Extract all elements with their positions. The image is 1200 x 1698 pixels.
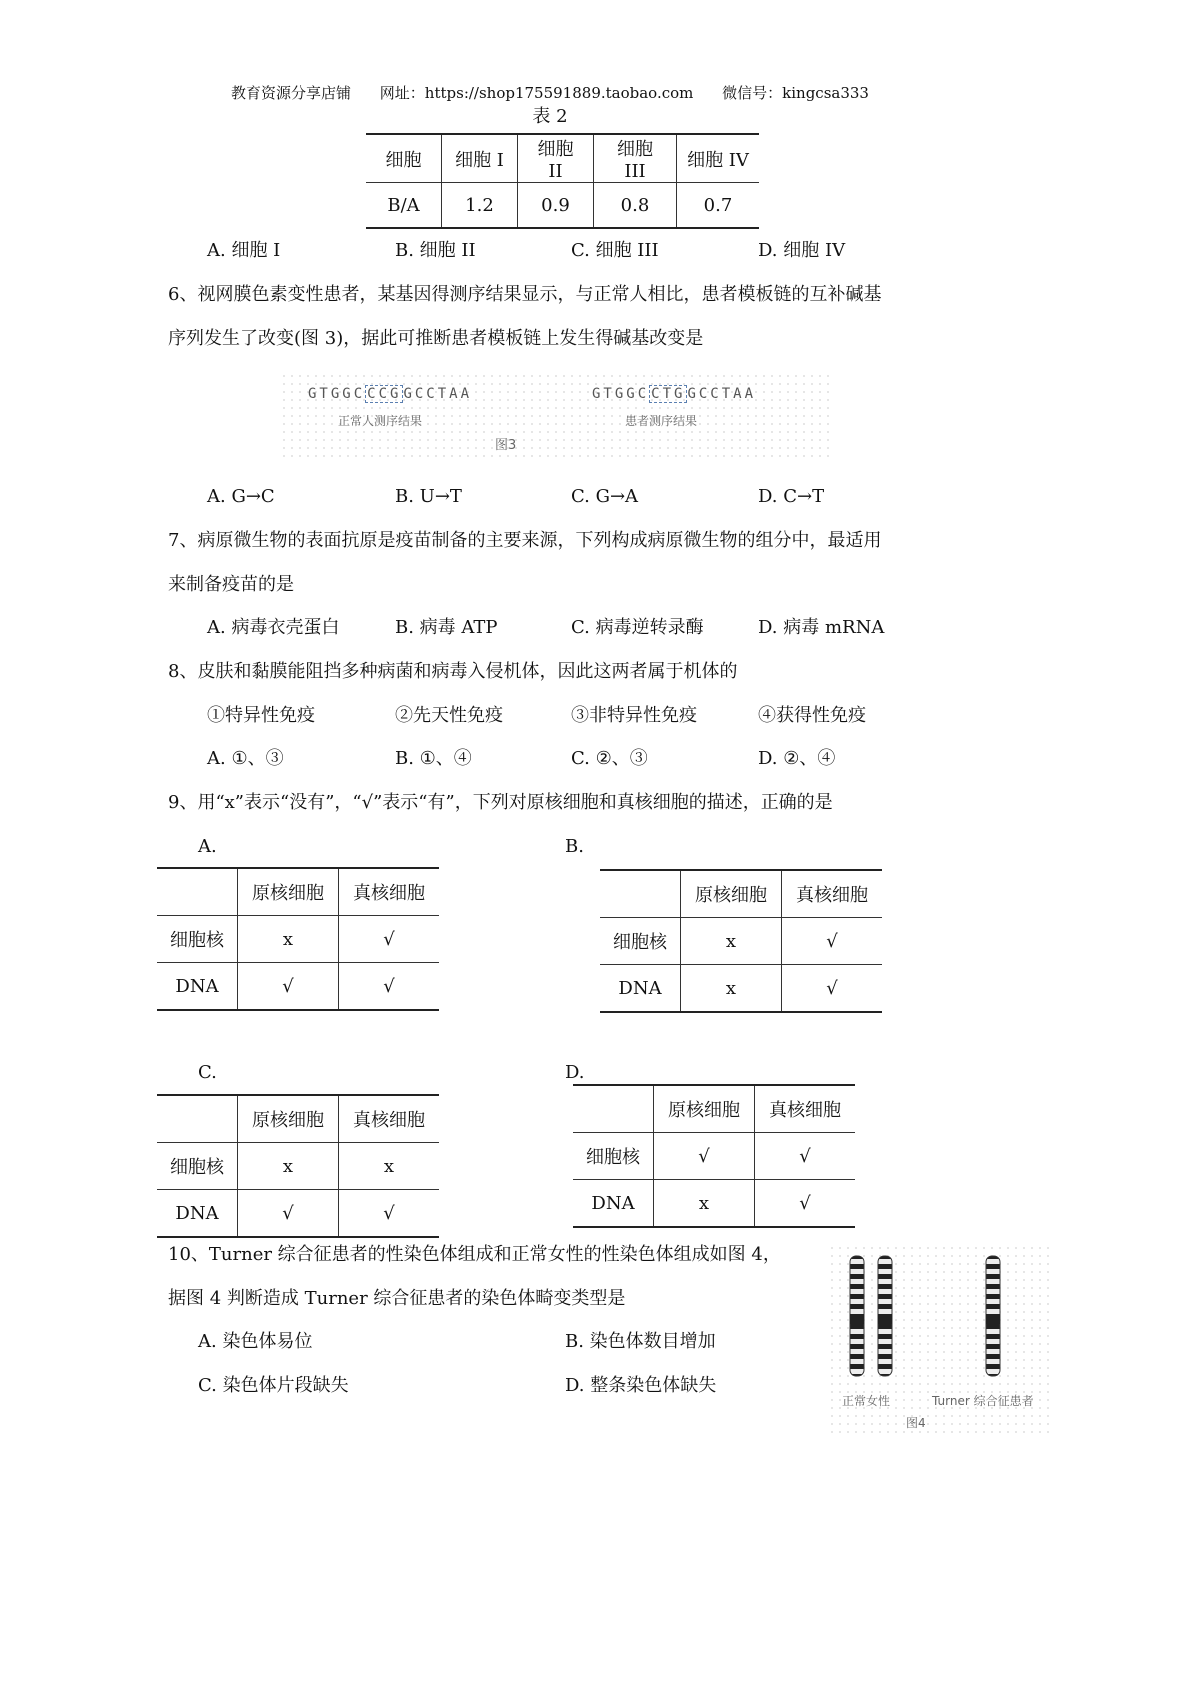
q8-option-b: B. ①、④ [395, 748, 472, 769]
table-cell: x [238, 916, 339, 963]
table2-header: 细胞 II [518, 134, 594, 183]
table2-title: 表 2 [532, 106, 568, 127]
q5-option-a: A. 细胞 I [207, 240, 281, 261]
q8-item-2: ②先天性免疫 [395, 705, 503, 726]
table-cell: √ [238, 963, 339, 1011]
table2-cell: 0.8 [594, 183, 677, 229]
figure3-label: 图3 [495, 438, 517, 453]
normal-sequence: GTGGC CCG GCCTAA [308, 386, 473, 402]
q9-option-d-label: D. [565, 1062, 585, 1083]
table-cell: √ [238, 1190, 339, 1238]
q8-stem: 8、皮肤和黏膜能阻挡多种病菌和病毒入侵机体，因此这两者属于机体的 [168, 661, 738, 682]
col-header: 原核细胞 [238, 868, 339, 916]
q7-option-d: D. 病毒 mRNA [758, 617, 885, 638]
q8-option-d: D. ②、④ [758, 748, 836, 769]
q6-stem-line2: 序列发生了改变(图 3)，据此可推断患者模板链上发生得碱基改变是 [168, 328, 704, 349]
row-label: 细胞核 [157, 1143, 238, 1190]
shop-name: 教育资源分享店铺 [231, 84, 352, 102]
table2-cell: 0.9 [518, 183, 594, 229]
chromosome-illustration [828, 1244, 1054, 1404]
turner-chromosome [986, 1256, 1000, 1376]
normal-female-chromosome-1 [850, 1256, 864, 1376]
q10-stem-line1: 10、Turner 综合征患者的性染色体组成和正常女性的性染色体组成如图 4， [168, 1244, 781, 1265]
table-cell: x [681, 918, 782, 965]
table-cell: √ [755, 1133, 856, 1180]
row-label: DNA [157, 1190, 238, 1238]
table2-cell: 0.7 [677, 183, 760, 229]
row-label: DNA [600, 965, 681, 1013]
table-cell: x [238, 1143, 339, 1190]
q6-stem-line1: 6、视网膜色素变性患者，某基因得测序结果显示，与正常人相比，患者模板链的互补碱基 [168, 284, 882, 305]
q9-option-b-label: B. [565, 836, 584, 857]
table-cell: √ [339, 963, 440, 1011]
q8-item-4: ④获得性免疫 [758, 705, 866, 726]
q10-option-b: B. 染色体数目增加 [565, 1331, 716, 1352]
q8-option-c: C. ②、③ [571, 748, 648, 769]
figure3 [280, 372, 830, 462]
row-label: 细胞核 [573, 1133, 654, 1180]
table-cell: x [654, 1180, 755, 1228]
col-header: 真核细胞 [339, 1095, 440, 1143]
q6-option-c: C. G→A [571, 486, 639, 507]
col-header: 原核细胞 [681, 870, 782, 918]
q6-option-b: B. U→T [395, 486, 462, 507]
table-cell: √ [782, 918, 883, 965]
col-header: 原核细胞 [654, 1085, 755, 1133]
col-header: 真核细胞 [755, 1085, 856, 1133]
table2 [366, 133, 759, 229]
table-cell: x [339, 1143, 440, 1190]
q10-stem-line2: 据图 4 判断造成 Turner 综合征患者的染色体畸变类型是 [168, 1288, 626, 1309]
page-header [0, 82, 1100, 103]
normal-female-caption: 正常女性 [842, 1394, 891, 1408]
row-label: 细胞核 [600, 918, 681, 965]
q7-option-a: A. 病毒衣壳蛋白 [207, 617, 340, 638]
row-label: DNA [573, 1180, 654, 1228]
figure4-label: 图4 [906, 1416, 926, 1430]
table2-cell: B/A [387, 194, 420, 216]
turner-caption: Turner 综合征患者 [932, 1394, 1034, 1408]
q5-option-d: D. 细胞 IV [758, 240, 846, 261]
table-cell: √ [755, 1180, 856, 1228]
q6-option-d: D. C→T [758, 486, 825, 507]
q8-item-3: ③非特异性免疫 [571, 705, 697, 726]
q10-option-d: D. 整条染色体缺失 [565, 1375, 717, 1396]
table2-header: 细胞 IV [677, 134, 760, 183]
table2-cell: 1.2 [442, 183, 518, 229]
table-cell: √ [339, 1190, 440, 1238]
q9-table-b [600, 869, 882, 1013]
q5-option-c: C. 细胞 III [571, 240, 659, 261]
q9-option-a-label: A. [198, 836, 217, 857]
q5-option-b: B. 细胞 II [395, 240, 476, 261]
col-header: 真核细胞 [782, 870, 883, 918]
q9-stem: 9、用“x”表示“没有”，“√”表示“有”，下列对原核细胞和真核细胞的描述，正确的是 [168, 792, 833, 813]
table2-header: 细胞 I [442, 134, 518, 183]
q7-stem-line1: 7、病原微生物的表面抗原是疫苗制备的主要来源，下列构成病原微生物的组分中，最适用 [168, 530, 882, 551]
wechat-id: 微信号：kingcsa333 [722, 84, 869, 102]
q9-option-c-label: C. [198, 1062, 217, 1083]
table-cell: √ [782, 965, 883, 1013]
table2-header: 细胞 III [594, 134, 677, 183]
q7-stem-line2: 来制备疫苗的是 [168, 574, 294, 595]
row-label: DNA [157, 963, 238, 1011]
col-header: 原核细胞 [238, 1095, 339, 1143]
normal-female-chromosome-2 [878, 1256, 892, 1376]
q9-table-a [157, 867, 439, 1011]
table2-header: 细胞 [366, 134, 442, 183]
table-cell: √ [654, 1133, 755, 1180]
q6-option-a: A. G→C [207, 486, 275, 507]
normal-sequence-highlight: CCG [367, 386, 402, 402]
patient-sequence-highlight: CTG [651, 386, 686, 402]
q8-item-1: ①特异性免疫 [207, 705, 315, 726]
patient-caption: 患者测序结果 [625, 414, 698, 428]
q10-option-a: A. 染色体易位 [198, 1331, 313, 1352]
q7-option-c: C. 病毒逆转录酶 [571, 617, 704, 638]
row-label: 细胞核 [157, 916, 238, 963]
q7-option-b: B. 病毒 ATP [395, 617, 498, 638]
patient-sequence: GTGGC CTG GCCTAA [592, 386, 757, 402]
figure4 [828, 1244, 1054, 1434]
shop-url: 网址：https://shop175591889.taobao.com [379, 84, 694, 102]
q9-table-c [157, 1094, 439, 1238]
q9-table-d [573, 1084, 855, 1228]
table-cell: x [681, 965, 782, 1013]
q8-option-a: A. ①、③ [207, 748, 284, 769]
table-cell: √ [339, 916, 440, 963]
q10-option-c: C. 染色体片段缺失 [198, 1375, 349, 1396]
normal-caption: 正常人测序结果 [338, 414, 423, 428]
col-header: 真核细胞 [339, 868, 440, 916]
